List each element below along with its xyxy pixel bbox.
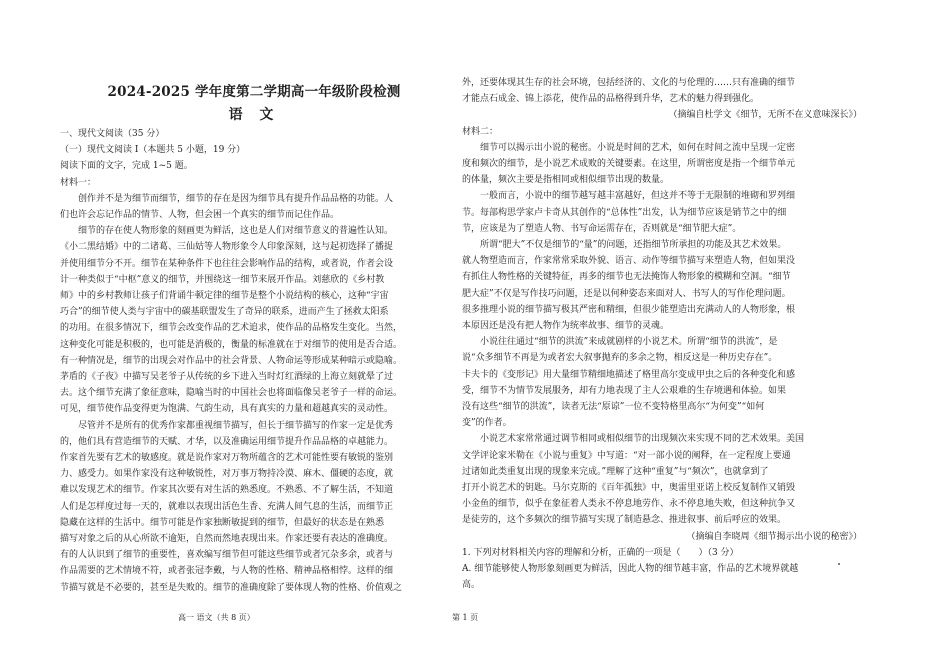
text-line: （一）现代文阅读 I（本题共 5 小题，19 分）: [60, 145, 246, 156]
text-line: 细节的存在使人物形象的刻画更为鲜活，这也是人们对细节意义的普遍性认知。: [78, 226, 394, 237]
text-line: 尽管并不是所有的优秀作家都重视细节描写，但长于细节描写的作家一定是优秀: [78, 420, 394, 431]
text-line: 所谓“肥大”不仅是细节的“量”的问题，还指细节所承担的功能及其艺术效果。: [480, 240, 787, 250]
text-line: 肥大症”不仅是写作技巧问题，还是以何种姿态来面对人、书写人的写作伦理问题。: [462, 288, 791, 299]
text-line: 节。每部构思学家卢卡奇从其创作的“总体性”出发，认为细节应该是销节之中的细: [462, 207, 787, 218]
text-line: 说“众多细节不再是为或者宏大叙事抛弃的多余之物，相反这是一种历史存在”。: [462, 353, 778, 364]
text-line: 作品需要的艺术情境不符，或者张冠李戴，与人物的性格、精神品格相悖。这样的细: [60, 566, 394, 577]
text-line: 度和频次的细节，是小说艺术成败的关键要素。在这里，所谓密度是指一个细节单元: [462, 159, 796, 169]
text-line: 材料一：: [60, 177, 97, 188]
text-line: 《小二黑结婚》中的二诸葛、三仙姑等人物形象令人印象深刻，这与起初选择了播捉: [60, 242, 394, 253]
text-line: （摘编自李晓周《细节揭示出小说的秘密》）: [686, 531, 862, 542]
scan-speck: [838, 563, 840, 565]
text-line: 隐藏在这样的生活中。细节可能是作家独断敏捉到的细节，但最好的状态是在熟悉: [60, 517, 385, 528]
text-line: 打开小说艺术的钥匙。马尔克斯的《百年孤独》中，奥雷里亚诺上校反复制作又销毁: [462, 483, 796, 493]
text-line: 细节可以揭示出小说的秘密。小说是时间的艺术，如何在时间之流中呈现一定密: [480, 142, 796, 153]
text-line: 材料二：: [462, 126, 499, 137]
text-line: 文学评论家米勒在《小说与重复》中写道：“对一部小说的阐释，在一定程度上要通: [462, 450, 791, 461]
exam-title: 2024-2025 学年度第二学期高一年级阶段检测: [107, 84, 401, 100]
subject-title: 语 文: [228, 107, 280, 123]
text-line: 受，细节不为情节发展服务，却有力地表现了主人公艰难的生存境遇和体验。如果: [462, 385, 787, 396]
text-line: 节描写就是不必要的，甚至是失败的。细节的准确度除了要体现人物的性格、价值观之: [60, 582, 403, 593]
text-line: A. 细节能够使人物形象刻画更为鲜活，因此人物的细节越丰富，作品的艺术境界就越: [462, 564, 799, 574]
text-line: 并使用细节分不开。细节在某种条件下也往往会影响作品的结构，或者说，作者会设: [60, 258, 394, 269]
text-line: （摘编自杜学文《细节，无所不在义意味深长》）: [668, 110, 862, 121]
text-line: 小说艺术家常常通过调节相同或相似细节的出现频次来实现不同的艺术效果。美国: [480, 434, 805, 445]
text-line: 巧合”的细节使人类与宇宙中的碳基联盟发生了奇异的联系，进而产生了拯救太阳系: [60, 307, 389, 318]
text-line: 描写对象之后的从心所欲不逾矩，自然而然地表现出来。作家还要有表达的准确度。: [60, 534, 394, 544]
text-line: 就人物塑造而言，作家常常采取外貌、语言、动作等细节描写来塑造人物，但如果没: [462, 256, 796, 267]
text-line: 高。: [462, 580, 481, 591]
text-line: 创作并不是为细节而细节，细节的存在是因为细节具有提升作品品格的功能。人: [78, 193, 394, 204]
text-line: 作家首先要有艺术的敏感度。就是说作家对万物所蕴含的艺术可能性要有敏锐的鉴别: [60, 453, 394, 463]
text-line: 的体量，频次主要是指相同或相似细节出现的数量。: [462, 175, 670, 186]
text-line: 的功用。在很多情况下，细节会改变作品的艺术追求，使作品的品格发生变化。当然，: [60, 323, 403, 334]
footer-page-info: 高一 语文（共 8 页）: [178, 613, 255, 622]
text-line: 卡夫卡的《变形记》用大量细节精细地描述了格里高尔变成甲虫之后的各种变化和感: [462, 369, 796, 380]
text-line: 的，他们具有营造细节的天赋、才华，以及准确运用细节提升作品品格的卓越能力。: [60, 436, 394, 447]
text-line: 这种变化可能是积极的，也可能是消极的，衡量的标准就在于对细节的使用是否合适。: [60, 339, 403, 350]
text-line: 师》中的乡村教师让孩子们背诵牛顿定律的细节是整个小说结构的核心，这种“宇宙: [60, 291, 389, 301]
text-line: 阅读下面的文字，完成 1~5 题。: [60, 161, 193, 172]
text-line: 可见，细节使作品变得更为饱满、气韵生动，具有真实的力量和超越真实的灵动性。: [60, 404, 394, 415]
text-line: 有抓住人物性格的关键特征，再多的细节也无法掩饰人物形象的模糊和空洞。“细节: [462, 272, 791, 283]
footer-page-number: 第 1 页: [452, 613, 479, 622]
text-line: 1. 下列对材料相关内容的理解和分析，正确的一项是（ ）（3 分）: [462, 547, 739, 558]
text-line: 们也许会忘记作品的情节、人物，但会困一个真实的细节而记住作品。: [60, 210, 340, 220]
text-line: 一般而言，小说中的细节越写越丰富越好，但这并不等于无限制的堆砌和罗列细: [480, 191, 796, 202]
text-line: 才能点石成金、锦上添花，使作品的品格得到升华，艺术的魅力得到强化。: [462, 94, 760, 105]
text-line: 有一种情况是，细节的出现会对作品中的社会背景、人物命运等形成某种暗示或隐喻。: [60, 355, 403, 366]
text-line: 力、感受力。如果作家没有这种敏锐性，对万事万物持冷漠、麻木、僵硬的态度，就: [60, 469, 394, 480]
text-line: 去。这个细节充满了象征意味，隐喻当时的中国社会也将面临像吴老爷子一样的命运。: [60, 388, 403, 399]
text-line: 变”的作者。: [462, 418, 512, 429]
text-line: 茅盾的《子夜》中描写吴老爷子从传统的乡下进入当时灯红酒绿的上海立刻就晕了过: [60, 372, 394, 382]
text-line: 是徒劳的，这个多频次的细节描写实现了制造悬念、推进叙事、前后呼应的效果。: [462, 515, 787, 526]
text-line: 没有这些“细节的洪流”，读者无法“原谅”一位不变特格里高尔“为何变”“如何: [462, 402, 765, 412]
text-line: 外，还要体现其生存的社会环境，包括经济的、文化的与伦理的……只有准确的细节: [462, 78, 796, 88]
text-line: 人们是怎样度过每一天的，就难以表现出活色生香、充满人间气息的生活，而细节正: [60, 501, 394, 512]
text-line: 很多推理小说的细节描写极其严密和精细，但很少能塑造出充满动人的人物形象，根: [462, 304, 796, 315]
text-line: 小金鱼的细节，似乎在象征着人类永不停息地劳作、永不停息地失败，但这种抗争又: [462, 499, 796, 510]
text-line: 一、现代文阅读（35 分）: [60, 129, 165, 139]
text-line: 小说往往通过“细节的洪流”来成就剧样的小说艺术。所谓“细节的洪流”，是: [480, 337, 778, 348]
text-line: 节，应该是为了塑造人物、书写命运需存在，否则就是“细节肥大症”。: [462, 223, 742, 234]
text-line: 有的人认识到了细节的重要性，喜欢编写细节但可能这些细节或者冗杂多余，或者与: [60, 550, 394, 561]
text-line: 本原因还是没有把人物作为统率故事、细节的灵魂。: [462, 321, 670, 331]
text-line: 难以发现艺术的细节。作家其次要有对生活的熟悉度。不熟悉、不了解生活，不知道: [60, 485, 394, 496]
text-line: 过诸如此类重复出现的现象来完成。”理解了这种“重复”与“频次”，也就拿到了: [462, 466, 769, 477]
text-line: 计一种类似于“中枢”意义的细节，并围绕这一细节来展开作品。刘慈欣的《乡村教: [60, 274, 385, 285]
